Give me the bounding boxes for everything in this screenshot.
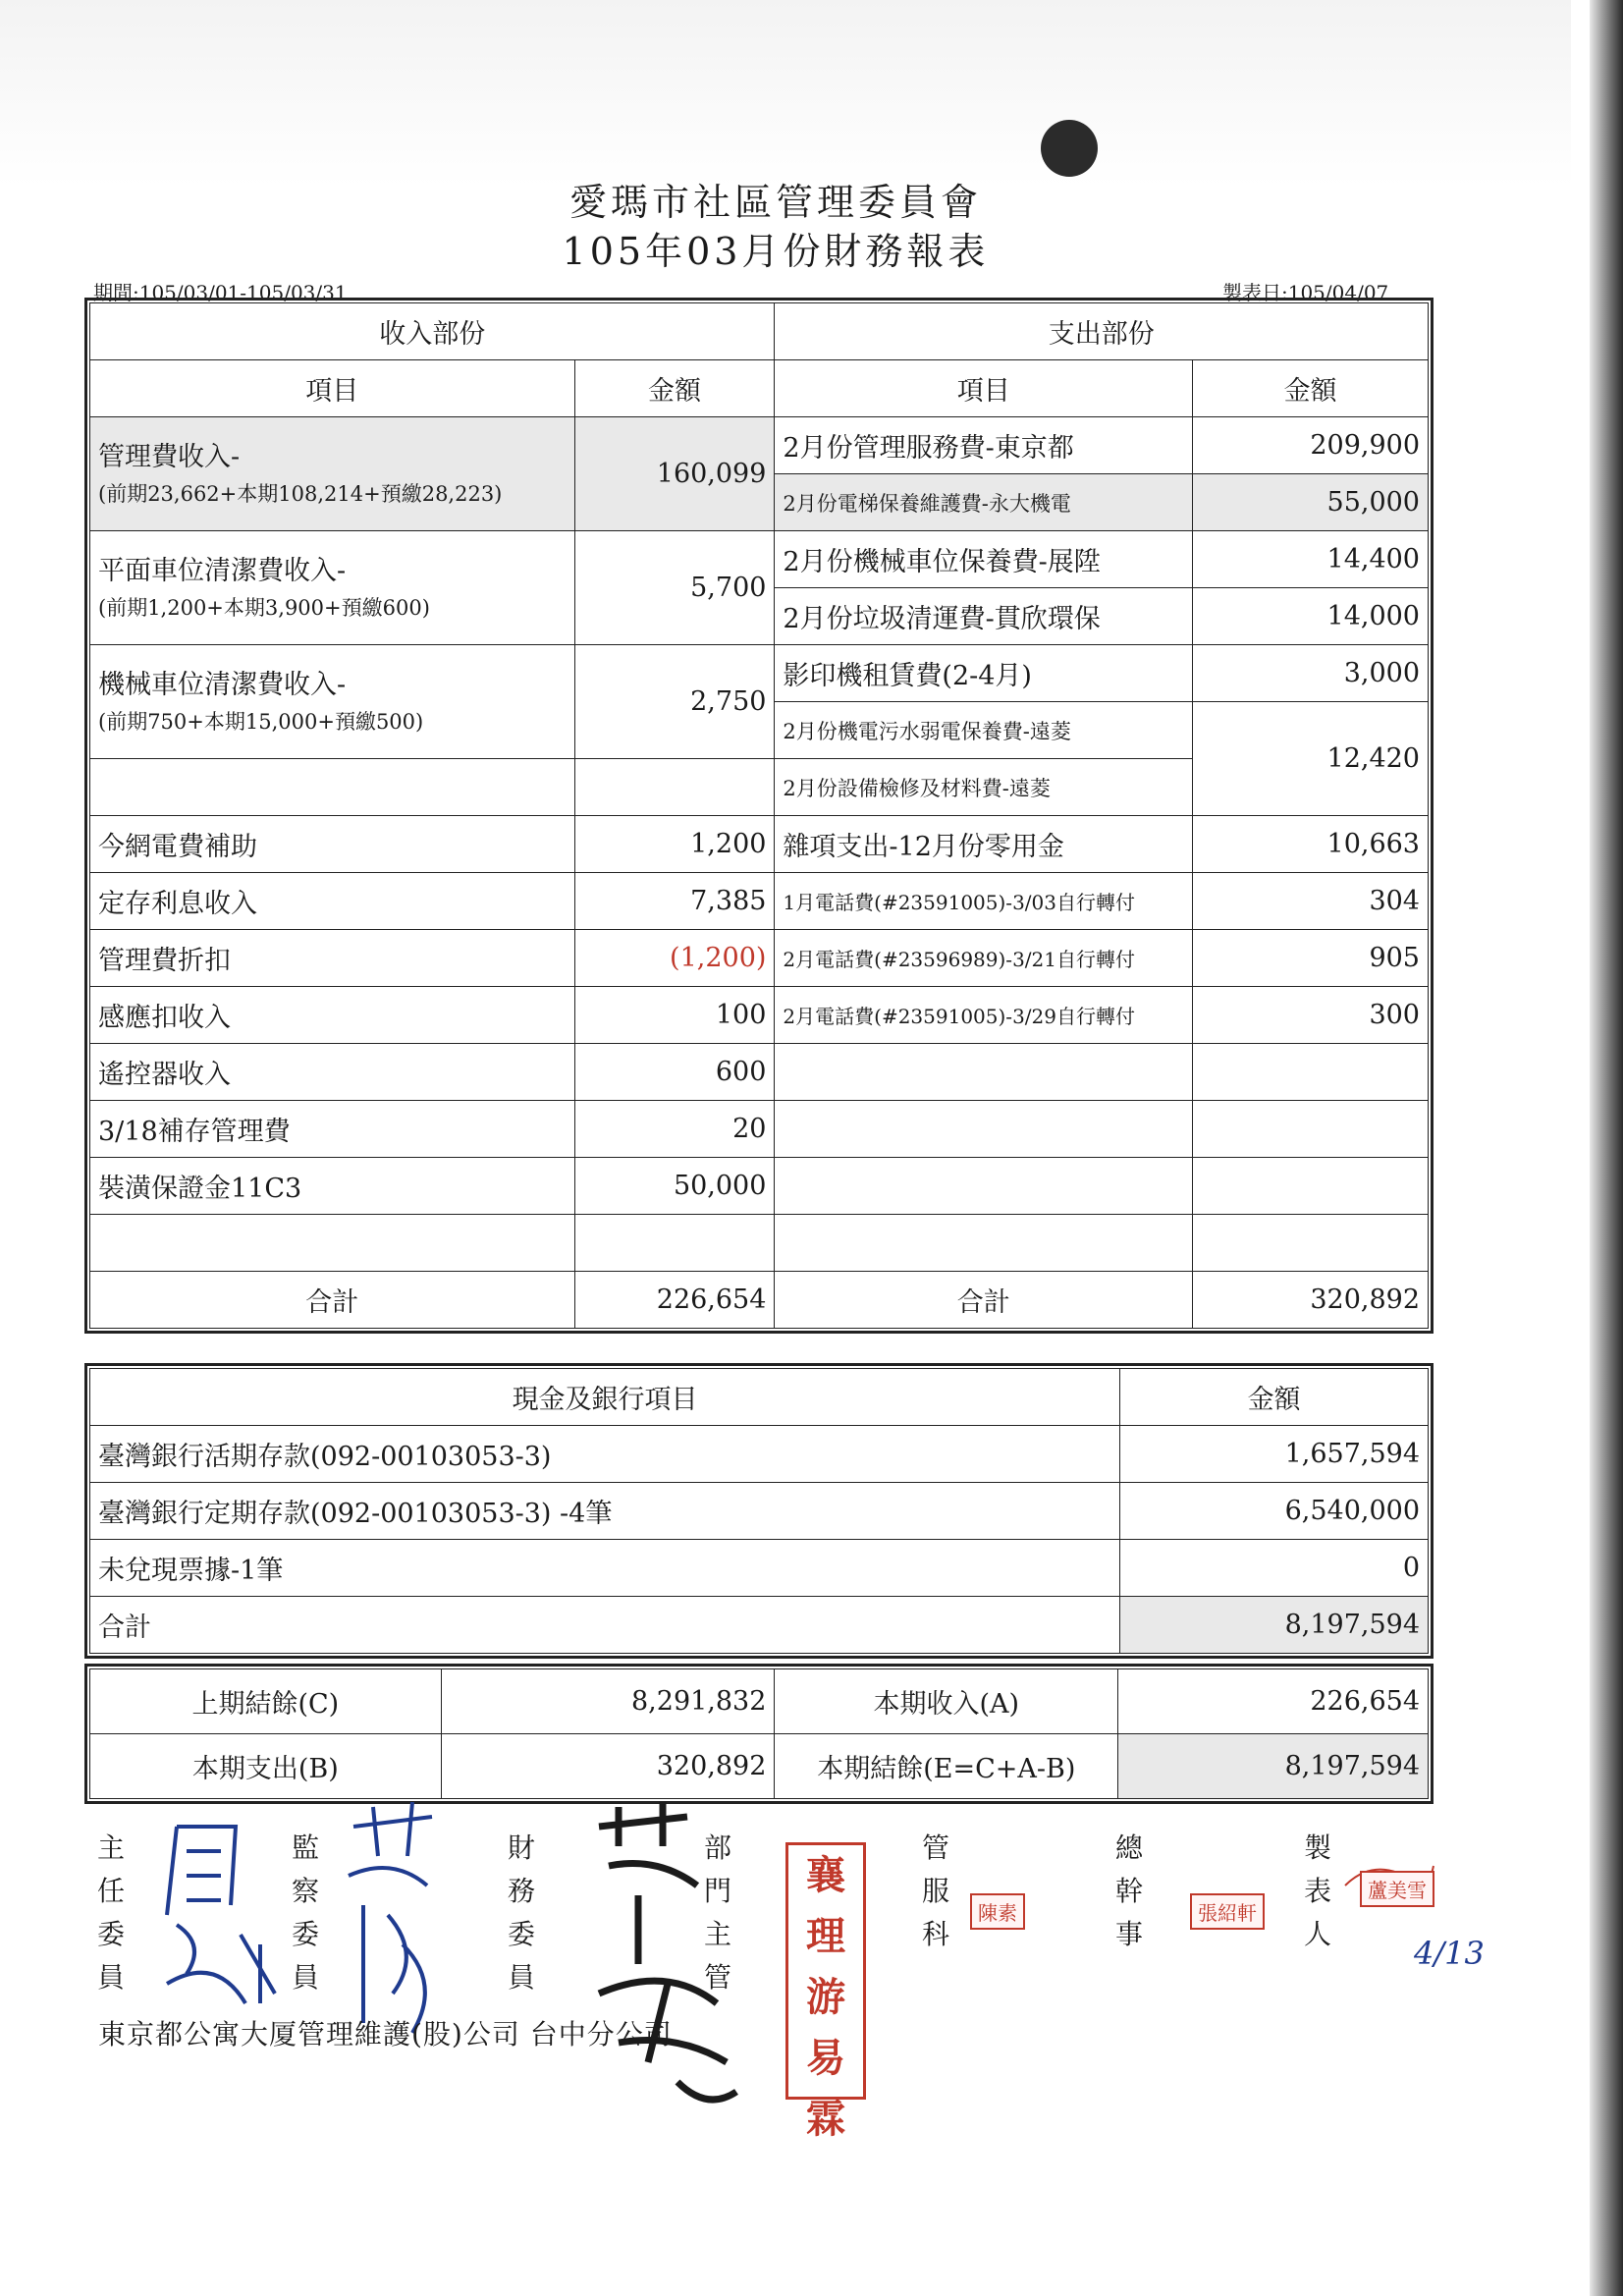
handwritten-signature-chair — [147, 1807, 295, 2013]
report-created-date: 製表日:105/04/07 — [1222, 281, 1389, 304]
sig-label-service: 管服科 — [921, 1831, 949, 1950]
preparer-seal: 蘆美雪 — [1360, 1871, 1434, 1907]
income-item: 定存利息收入 — [90, 873, 575, 930]
income-item: 機械車位清潔費收入- (前期750+本期15,000+預繳500) — [90, 645, 575, 759]
table-row — [90, 531, 1429, 588]
report-title: 愛瑪市社區管理委員會 — [568, 181, 982, 224]
expense-total-label: 合計 — [775, 1272, 1193, 1329]
income-item: 裝潢保證金11C3 — [90, 1158, 575, 1215]
expense-amount: 14,400 — [1193, 531, 1429, 588]
income-col-amount: 金額 — [574, 360, 775, 417]
table-row — [90, 1734, 1429, 1799]
expense-item-empty — [775, 1101, 1193, 1158]
income-item: 管理費折扣 — [90, 930, 575, 987]
table-row — [90, 987, 1429, 1044]
expense-item-empty — [775, 1215, 1193, 1272]
period-income: 226,654 — [1118, 1669, 1429, 1734]
report-period: 期間:105/03/01-105/03/31 — [93, 281, 348, 304]
cash-amount: 6,540,000 — [1120, 1483, 1429, 1540]
expense-item: 1月電話費(#23591005)-3/03自行轉付 — [775, 873, 1193, 930]
sig-label-general: 總幹事 — [1114, 1831, 1143, 1950]
table-row — [90, 1426, 1429, 1483]
income-item: 平面車位清潔費收入- (前期1,200+本期3,900+預繳600) — [90, 531, 575, 645]
expense-col-item: 項目 — [775, 360, 1193, 417]
expense-amount: 304 — [1193, 873, 1429, 930]
scan-fold-shadow — [0, 0, 1571, 187]
income-item: 遙控器收入 — [90, 1044, 575, 1101]
expense-amount: 55,000 — [1193, 474, 1429, 531]
cash-amount: 0 — [1120, 1540, 1429, 1597]
cash-header-amount: 金額 — [1120, 1369, 1429, 1426]
income-amount: 600 — [574, 1044, 775, 1101]
table-row — [90, 1101, 1429, 1158]
expense-amount: 905 — [1193, 930, 1429, 987]
income-amount: 50,000 — [574, 1158, 775, 1215]
expense-amount-empty — [1193, 1044, 1429, 1101]
expense-item: 2月份管理服務費-東京都 — [775, 417, 1193, 474]
expense-amount-empty — [1193, 1215, 1429, 1272]
sig-label-supervisor: 監察委員 — [291, 1831, 319, 1994]
expense-item-empty — [775, 1158, 1193, 1215]
cash-total: 8,197,594 — [1120, 1597, 1429, 1654]
period-income-label: 本期收入(A) — [775, 1669, 1118, 1734]
sig-label-chair: 主任委員 — [96, 1831, 125, 1994]
income-amount: 2,750 — [574, 645, 775, 759]
income-amount: 5,700 — [574, 531, 775, 645]
income-amount: 160,099 — [574, 417, 775, 531]
manager-stamp: 襄理游易霖 — [785, 1842, 866, 2100]
expense-item: 2月份設備檢修及材料費-遠菱 — [775, 759, 1193, 816]
expense-item: 2月份機械車位保養費-展陞 — [775, 531, 1193, 588]
income-item: 感應扣收入 — [90, 987, 575, 1044]
cash-bank-table — [89, 1368, 1429, 1654]
table-row — [90, 873, 1429, 930]
cash-item: 臺灣銀行活期存款(092-00103053-3) — [90, 1426, 1120, 1483]
table-row — [90, 1158, 1429, 1215]
expense-item: 雜項支出-12月份零用金 — [775, 816, 1193, 873]
expense-amount: 209,900 — [1193, 417, 1429, 474]
period-expense: 320,892 — [441, 1734, 775, 1799]
general-seal: 張紹軒 — [1190, 1893, 1265, 1930]
income-amount-empty — [574, 1215, 775, 1272]
income-item-empty — [90, 1215, 575, 1272]
expense-amount-empty — [1193, 1101, 1429, 1158]
expense-amount: 3,000 — [1193, 645, 1429, 702]
table-row — [90, 1540, 1429, 1597]
prev-balance-label: 上期結餘(C) — [90, 1669, 442, 1734]
income-item-empty — [90, 759, 575, 816]
cash-total-label: 合計 — [90, 1597, 1120, 1654]
income-amount: 100 — [574, 987, 775, 1044]
expense-item-empty — [775, 1044, 1193, 1101]
table-row — [90, 417, 1429, 474]
sig-label-finance: 財務委員 — [507, 1831, 535, 1994]
expense-item: 2月電話費(#23596989)-3/21自行轉付 — [775, 930, 1193, 987]
period-balance-label: 本期結餘(E=C+A-B) — [775, 1734, 1118, 1799]
totals-row — [90, 1597, 1429, 1654]
handwritten-date: 4/13 — [1414, 1935, 1485, 1972]
expense-amount-empty — [1193, 1158, 1429, 1215]
income-amount: 1,200 — [574, 816, 775, 873]
cash-item: 臺灣銀行定期存款(092-00103053-3) -4筆 — [90, 1483, 1120, 1540]
income-col-item: 項目 — [90, 360, 575, 417]
expense-item: 2月份垃圾清運費-貫欣環保 — [775, 588, 1193, 645]
income-item: 3/18補存管理費 — [90, 1101, 575, 1158]
cash-header-item: 現金及銀行項目 — [90, 1369, 1120, 1426]
sig-label-dept-head: 部門主管 — [703, 1831, 731, 1994]
sig-label-preparer: 製表人 — [1303, 1831, 1331, 1950]
income-amount: 7,385 — [574, 873, 775, 930]
cash-item: 未兌現票據-1筆 — [90, 1540, 1120, 1597]
table-row — [90, 1044, 1429, 1101]
table-row — [90, 1215, 1429, 1272]
expense-item: 2月份電梯保養維護費-永大機電 — [775, 474, 1193, 531]
handwritten-signature-finance — [579, 1797, 746, 2121]
income-expense-table — [89, 302, 1429, 1329]
expense-amount: 12,420 — [1193, 702, 1429, 816]
income-amount-empty — [574, 759, 775, 816]
income-total: 226,654 — [574, 1272, 775, 1329]
service-seal: 陳素 — [970, 1893, 1025, 1930]
balance-summary-table — [89, 1668, 1429, 1799]
table-row — [90, 645, 1429, 702]
totals-row — [90, 1272, 1429, 1329]
expense-item: 2月份機電污水弱電保養費-遠菱 — [775, 702, 1193, 759]
expense-section-header: 支出部份 — [775, 303, 1429, 360]
expense-amount: 10,663 — [1193, 816, 1429, 873]
period-expense-label: 本期支出(B) — [90, 1734, 442, 1799]
income-amount: (1,200) — [574, 930, 775, 987]
company-name: 東京都公寓大厦管理維護(股)公司 台中分公司 — [98, 2018, 673, 2050]
prev-balance: 8,291,832 — [441, 1669, 775, 1734]
cash-amount: 1,657,594 — [1120, 1426, 1429, 1483]
expense-amount: 14,000 — [1193, 588, 1429, 645]
expense-total: 320,892 — [1193, 1272, 1429, 1329]
punch-hole — [1041, 120, 1098, 177]
income-item: 今網電費補助 — [90, 816, 575, 873]
expense-item: 2月電話費(#23591005)-3/29自行轉付 — [775, 987, 1193, 1044]
scan-edge — [1590, 0, 1623, 2296]
expense-item: 影印機租賃費(2-4月) — [775, 645, 1193, 702]
expense-amount: 300 — [1193, 987, 1429, 1044]
income-amount: 20 — [574, 1101, 775, 1158]
expense-col-amount: 金額 — [1193, 360, 1429, 417]
report-subtitle: 105年03月份財務報表 — [562, 230, 990, 273]
table-row — [90, 816, 1429, 873]
period-balance: 8,197,594 — [1118, 1734, 1429, 1799]
income-section-header: 收入部份 — [90, 303, 775, 360]
table-row — [90, 1483, 1429, 1540]
table-row — [90, 1669, 1429, 1734]
income-item: 管理費收入- (前期23,662+本期108,214+預繳28,223) — [90, 417, 575, 531]
income-total-label: 合計 — [90, 1272, 575, 1329]
table-row — [90, 930, 1429, 987]
